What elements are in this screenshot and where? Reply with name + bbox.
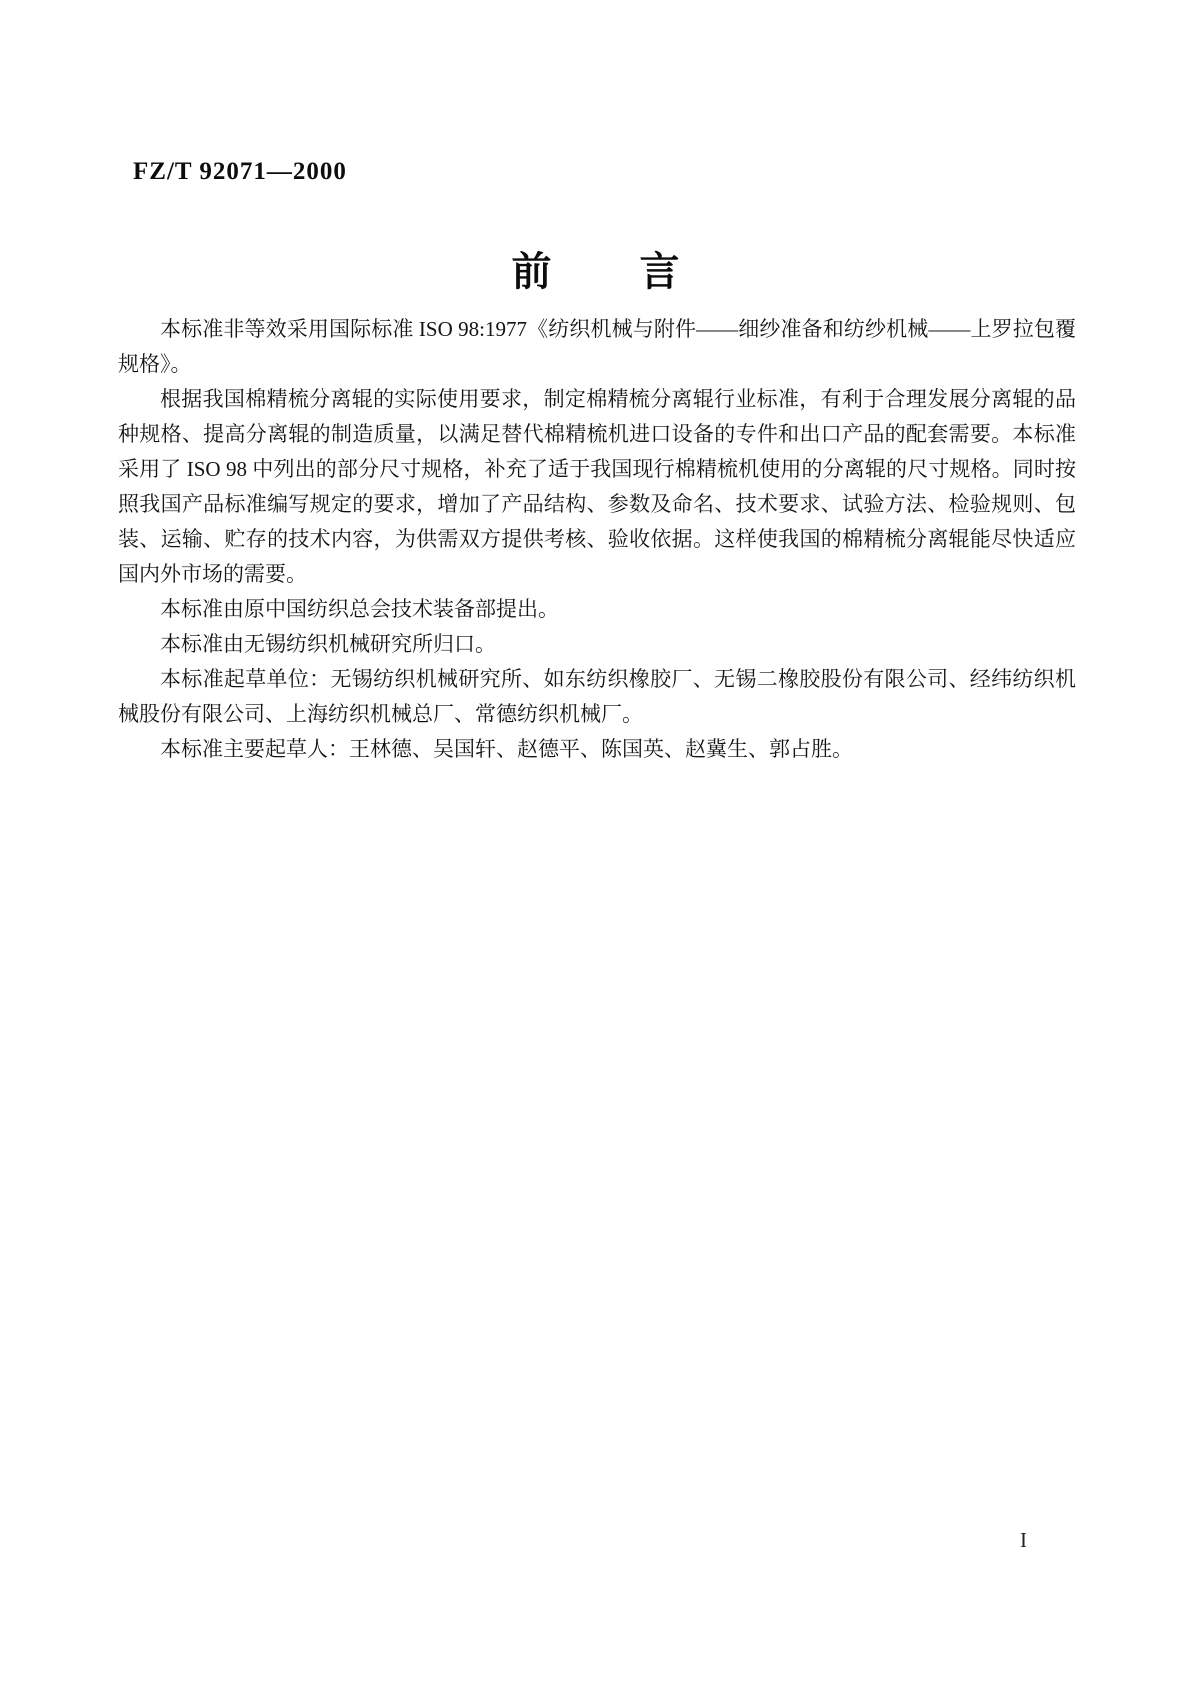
page-number: I xyxy=(1020,1528,1027,1552)
foreword-body xyxy=(118,312,1076,767)
foreword-paragraph: 本标准起草单位：无锡纺织机械研究所、如东纺织橡胶厂、无锡二橡胶股份有限公司、经纬纺织机械股份有限公司、上海纺织机械总厂、常德纺织机械厂。 xyxy=(118,667,1076,726)
foreword-paragraph: 根据我国棉精梳分离辊的实际使用要求，制定棉精梳分离辊行业标准，有利于合理发展分离辊的品种规格、提高分离辊的制造质量，以满足替代棉精梳机进口设备的专件和出口产品的配套需要。本标准采用了 ISO 98 中列出的部分尺寸规格，补充了适于我国现行棉精梳机使用的分离辊的尺寸规格。同时按照我国产品标准编写规定的要求，增加了产品结构、参数及命名、技术要求、试验方法、检验规则、包装、运输、贮存的技术内容，为供需双方提供考核、验收依据。这样使我国的棉精梳分离辊能尽快适应国内外市场的需要。 xyxy=(118,387,1076,586)
foreword-paragraph: 本标准非等效采用国际标准 ISO 98:1977《纺织机械与附件——细纱准备和纺纱机械——上罗拉包覆规格》。 xyxy=(118,317,1076,376)
standard-code: FZ/T 92071—2000 xyxy=(133,158,347,185)
foreword-paragraph: 本标准由无锡纺织机械研究所归口。 xyxy=(160,632,496,656)
foreword-paragraph: 本标准主要起草人：王林德、吴国轩、赵德平、陈国英、赵冀生、郭占胜。 xyxy=(160,737,853,761)
page-title: 前言 xyxy=(511,249,768,294)
foreword-paragraph: 本标准由原中国纺织总会技术装备部提出。 xyxy=(160,597,559,621)
